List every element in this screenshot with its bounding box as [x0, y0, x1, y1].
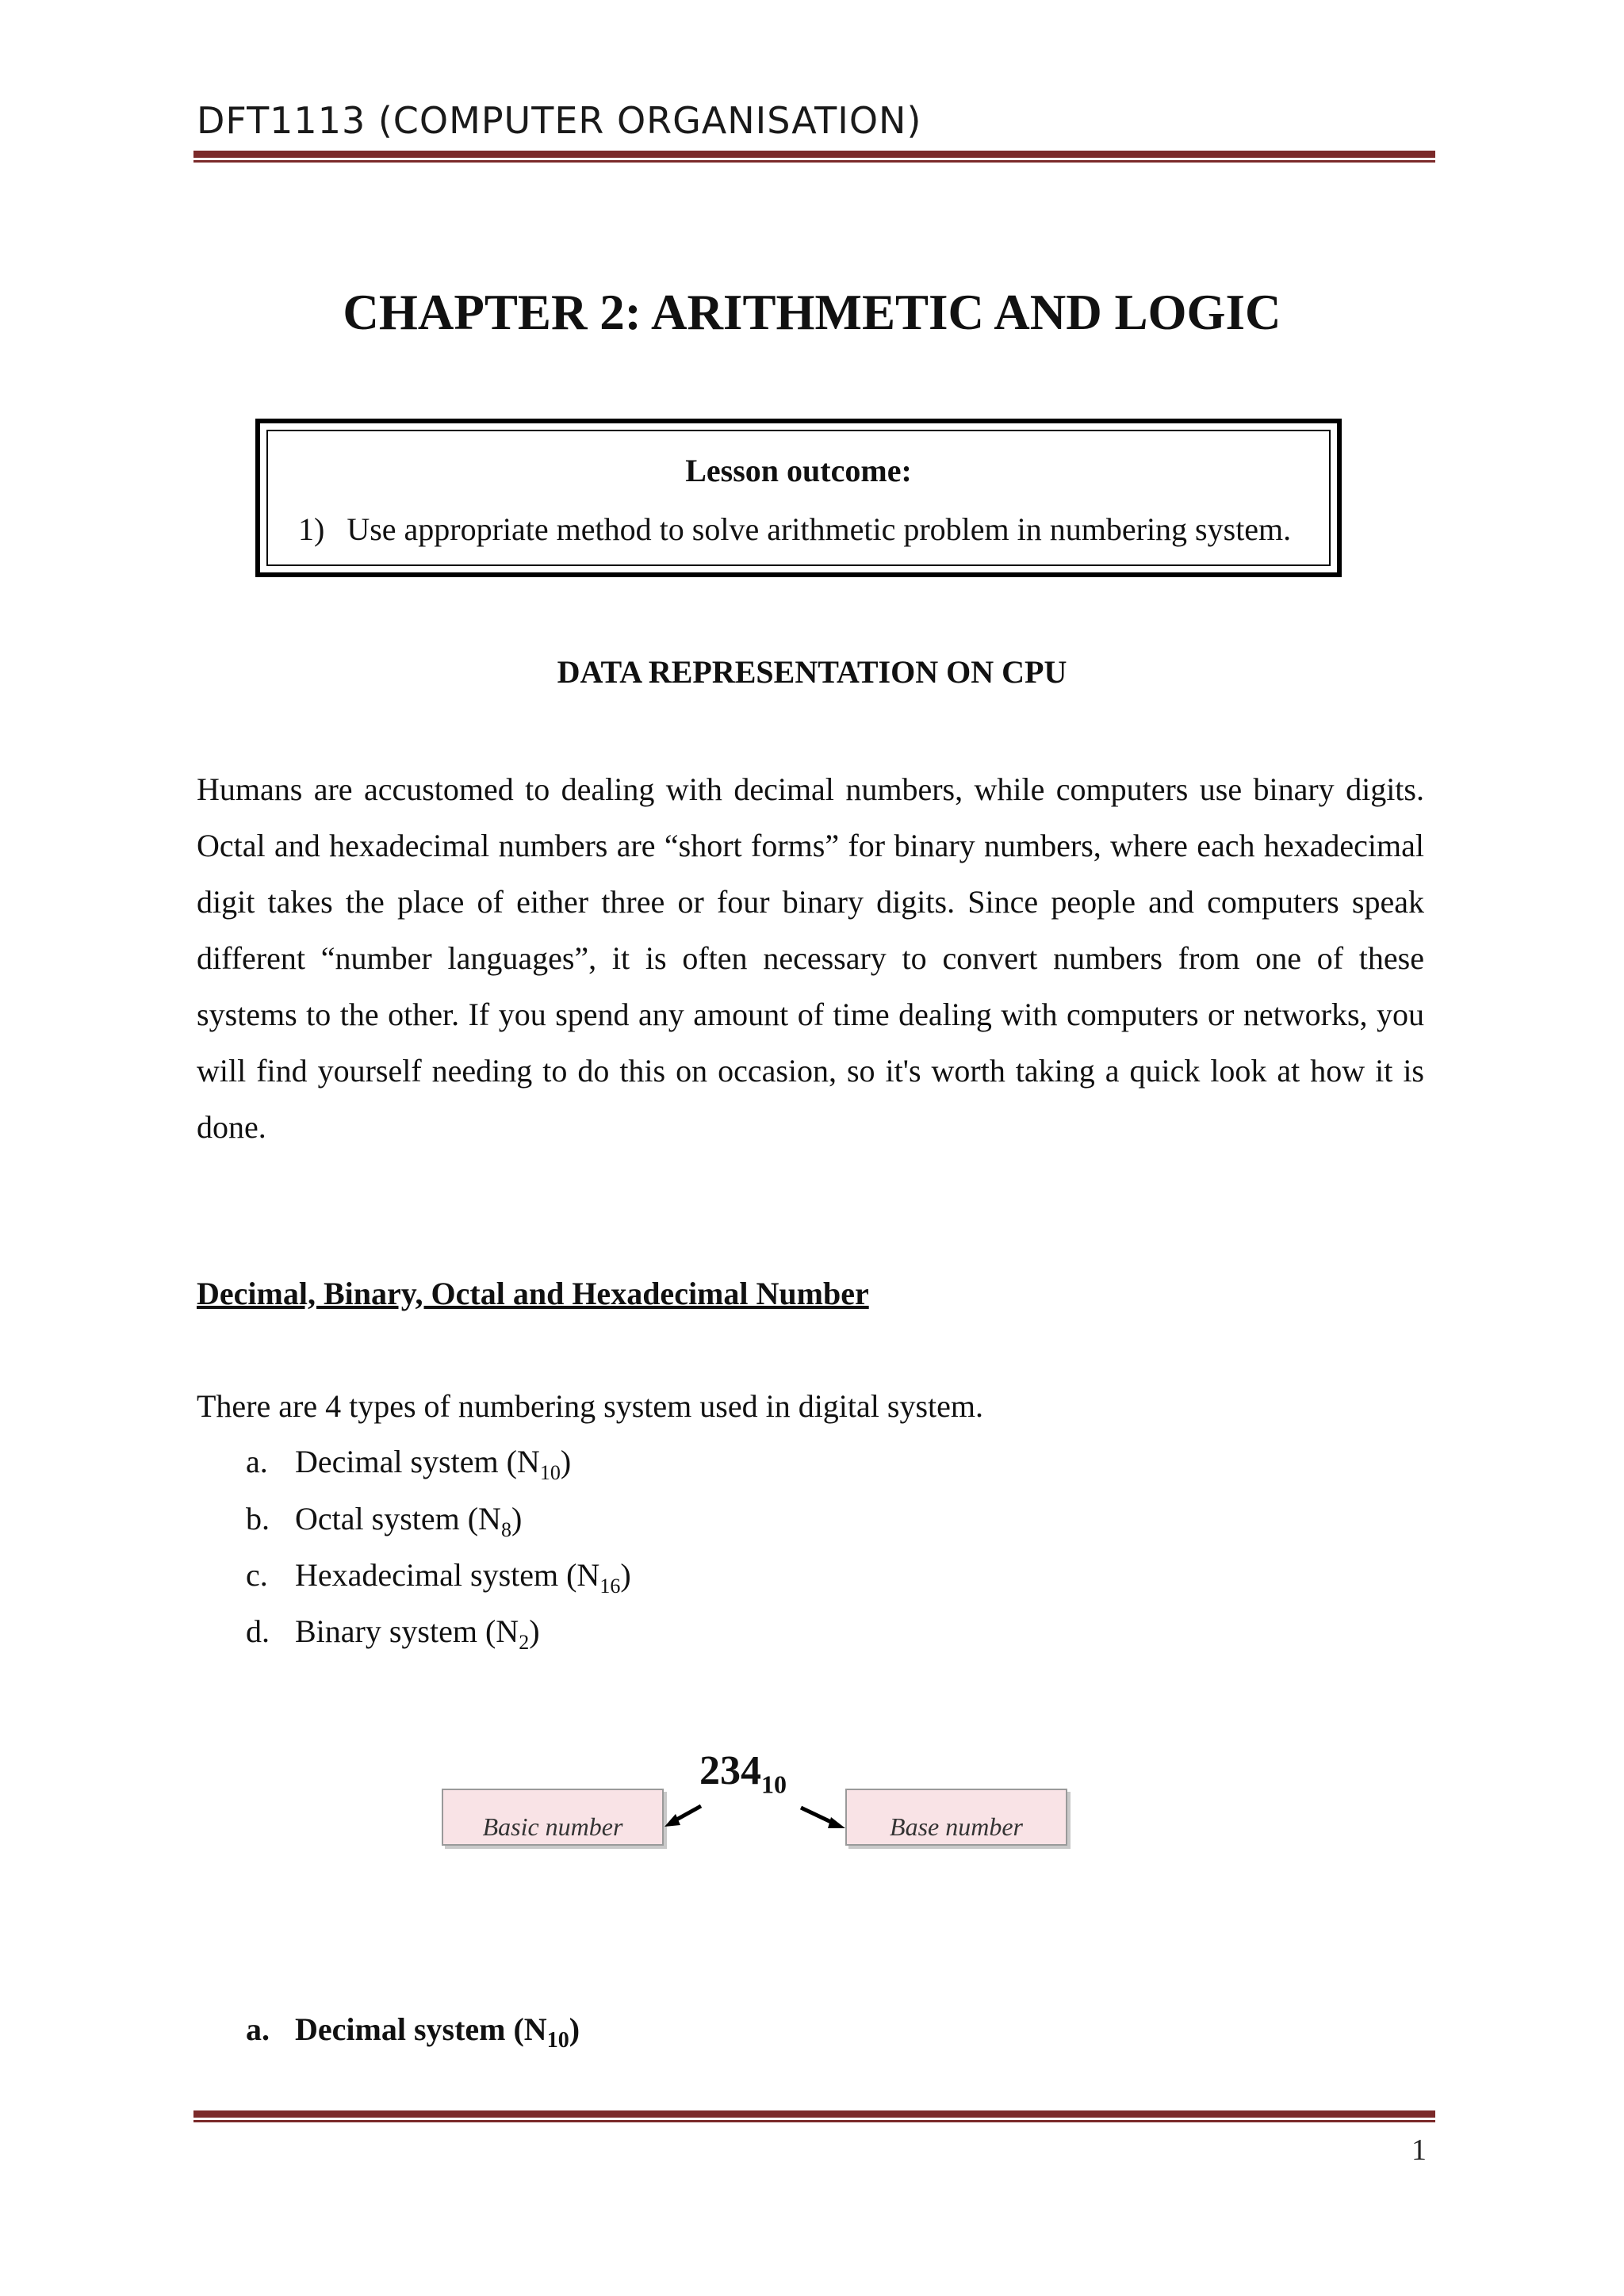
- bottom-heading: [246, 2011, 580, 2053]
- arrow-to-basic-number: [665, 1806, 701, 1827]
- lesson-outcome-item-number: 1): [298, 511, 325, 547]
- base-number-label-text: Base number: [890, 1812, 1023, 1841]
- arrow-to-base-number: [801, 1808, 845, 1828]
- list-close: ): [560, 1444, 572, 1479]
- body-paragraph: Humans are accustomed to dealing with decimal numbers, while computers use binary digits. Octal and hexadecimal numbers are “short forms” for binary numbers, where each hexadecimal digit takes the place of either three or four binary digits. Since people and computers speak different “number languages”, it is often necessary to convert numbers from one of these systems to the other. If you spend any amount of time dealing with computers or networks, you will find yourself needing to do this on occasion, so it's worth taking a quick look at how it is done.: [197, 771, 1424, 1145]
- list-subscript: 16: [599, 1575, 621, 1598]
- list-text: Decimal system (N: [295, 1444, 540, 1479]
- list-marker: b.: [246, 1501, 270, 1536]
- intro-line: There are 4 types of numbering system used in digital system.: [197, 1388, 984, 1424]
- list-close: ): [620, 1557, 631, 1593]
- bottom-heading-text: Decimal system (N: [295, 2011, 547, 2047]
- list-marker: c.: [246, 1557, 268, 1593]
- list-subscript: 8: [500, 1518, 511, 1541]
- list-marker: d.: [246, 1613, 270, 1649]
- basic-number-label-text: Basic number: [482, 1812, 623, 1841]
- subheading: Decimal, Binary, Octal and Hexadecimal Number: [197, 1276, 869, 1311]
- list-text: Hexadecimal system (N: [295, 1557, 600, 1593]
- diagram-number-base: 10: [761, 1770, 787, 1799]
- footer-rule-thin: [193, 2120, 1435, 2122]
- lesson-outcome-heading: Lesson outcome:: [685, 453, 912, 488]
- list-text: Binary system (N: [295, 1613, 519, 1649]
- list-marker: a.: [246, 1444, 268, 1479]
- list-close: ): [511, 1501, 523, 1536]
- bottom-heading-close: ): [569, 2011, 580, 2047]
- diagram-number-value: 234: [699, 1748, 761, 1793]
- bottom-heading-marker: a.: [246, 2011, 270, 2047]
- list-subscript: 10: [539, 1461, 561, 1484]
- bottom-heading-subscript: 10: [546, 2028, 569, 2053]
- running-header: DFT1113 (COMPUTER ORGANISATION): [197, 99, 922, 142]
- lesson-outcome-item-text: Use appropriate method to solve arithmetic problem in numbering system.: [347, 511, 1292, 547]
- page-number: 1: [1411, 2133, 1427, 2167]
- chapter-title: CHAPTER 2: ARITHMETIC AND LOGIC: [343, 285, 1281, 340]
- list-subscript: 2: [519, 1631, 530, 1654]
- list-text: Octal system (N: [295, 1501, 501, 1536]
- list-close: ): [529, 1613, 540, 1649]
- section-heading: DATA REPRESENTATION ON CPU: [557, 654, 1067, 690]
- footer-rule-thick: [193, 2110, 1435, 2118]
